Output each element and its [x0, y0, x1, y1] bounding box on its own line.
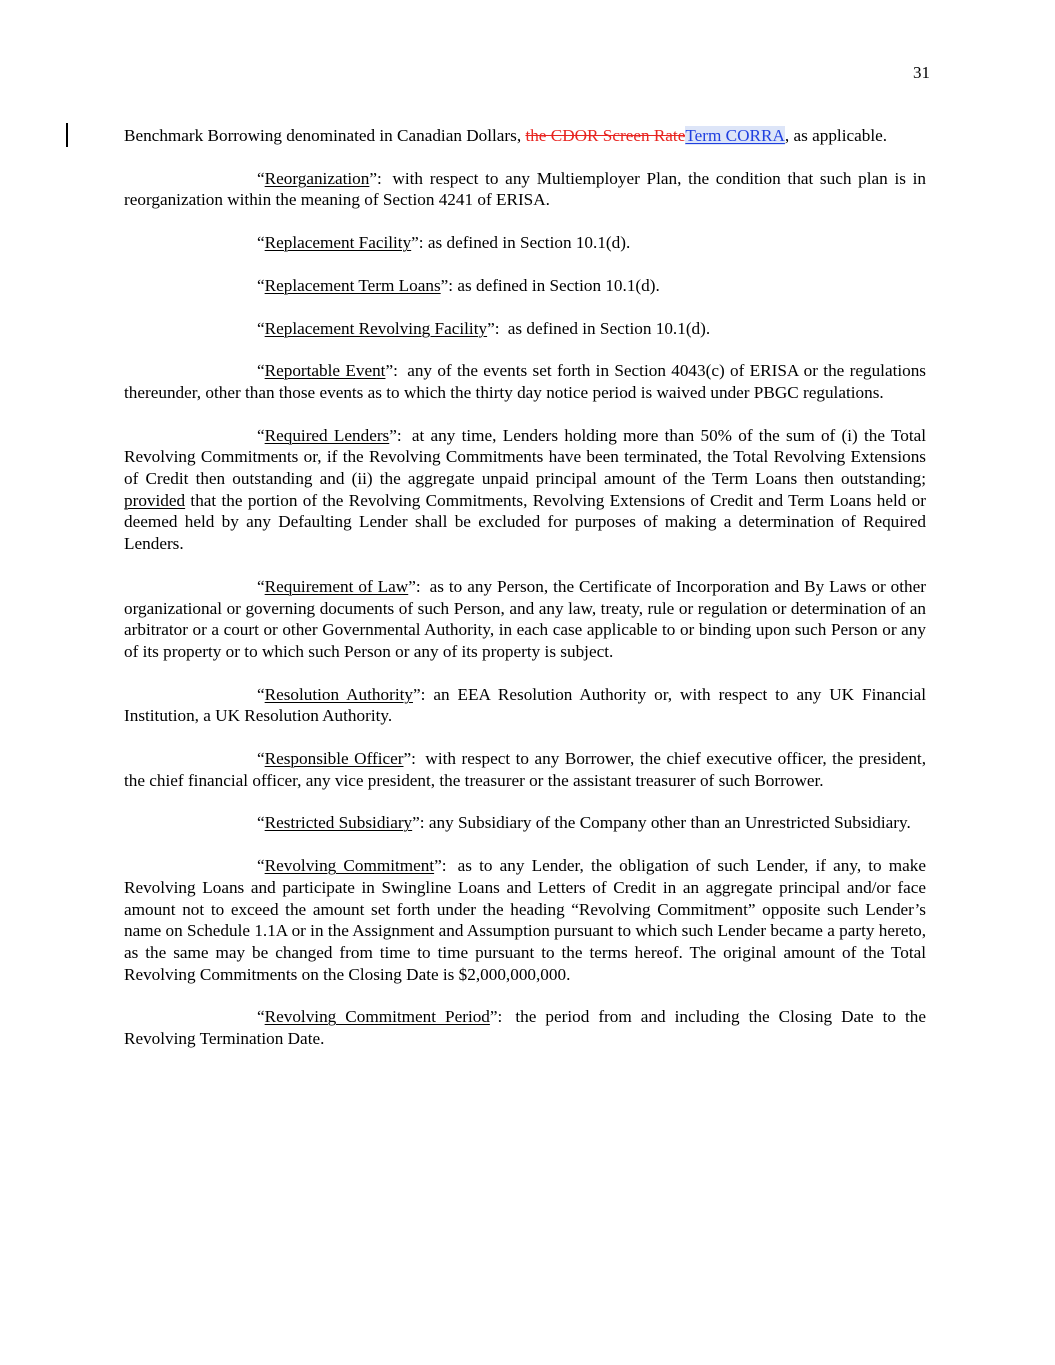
quote-open: “	[257, 684, 265, 704]
definition-text: an EEA Resolution Authority or, with respect to any UK Financial Institution, a UK Resolution Authority.	[124, 684, 927, 726]
quote-open: “	[257, 576, 265, 596]
definition-responsible-officer	[124, 748, 926, 791]
quote-close: ”:	[408, 576, 421, 596]
continuation-paragraph	[124, 125, 926, 147]
defined-term: Reorganization	[264, 168, 370, 188]
defined-term: Responsible Officer	[264, 749, 404, 769]
proviso-term: provided	[124, 490, 186, 510]
defined-term: Restricted Subsidiary	[264, 813, 413, 833]
quote-close: ”:	[440, 275, 454, 295]
definition-text: as defined in Section 10.1(d).	[507, 318, 711, 338]
definition-text: at any time, Lenders holding more than 50% of the sum of (i) the Total Revolving Commitments or, if the Revolving Commitments have been terminated, the Total Revolving Extensions of Credit then outstanding and (ii) the aggregate unpaid principal amount of the Term Loans then outstanding;	[124, 425, 926, 489]
quote-close: ”:	[389, 425, 402, 445]
page-number: 31	[913, 63, 930, 82]
definition-replacement-term-loans	[124, 275, 926, 297]
definition-text: with respect to any Borrower, the chief executive officer, the president, the chief financial officer, any vice president, the treasurer or the assistant treasurer of such Borrower.	[124, 749, 926, 790]
quote-close: ”:	[369, 168, 382, 188]
definition-text: as defined in Section 10.1(d).	[457, 275, 660, 295]
deleted-text: the CDOR Screen Rate	[525, 126, 686, 145]
definition-resolution-authority	[124, 684, 926, 727]
definition-text-continued: that the portion of the Revolving Commitments, Revolving Extensions of Credit and Term Loans held or deemed held by any Defaulting Lender shall be excluded for purposes of making a determination of Required Lenders.	[124, 490, 926, 554]
definition-requirement-of-law	[124, 576, 926, 663]
continuation-text-before: Benchmark Borrowing denominated in Canadian Dollars,	[124, 126, 526, 145]
quote-open: “	[257, 425, 265, 445]
quote-open: “	[257, 749, 265, 769]
defined-term: Replacement Term Loans	[264, 275, 441, 295]
defined-term: Replacement Revolving Facility	[264, 318, 488, 338]
defined-term: Replacement Facility	[264, 233, 412, 253]
defined-term: Revolving Commitment	[264, 856, 435, 876]
definition-text: the period from and including the Closing Date to the Revolving Termination Date.	[124, 1007, 927, 1049]
definition-text: any Subsidiary of the Company other than an Unrestricted Subsidiary.	[428, 813, 911, 833]
inserted-text: Term CORRA	[685, 126, 785, 145]
quote-open: “	[257, 856, 265, 876]
definition-revolving-commitment-period	[124, 1006, 926, 1049]
definition-text: any of the events set forth in Section 4043(c) of ERISA or the regulations thereunder, other than those events as to which the thirty day notice period is waived under PBGC regulations.	[124, 361, 927, 402]
quote-open: “	[257, 1007, 265, 1027]
quote-close: ”:	[403, 749, 416, 769]
revision-change-bar	[66, 123, 68, 147]
definition-reorganization	[124, 168, 926, 211]
quote-close: ”:	[434, 856, 447, 876]
quote-open: “	[257, 361, 265, 381]
quote-close: ”:	[489, 1007, 503, 1027]
quote-open: “	[257, 233, 265, 253]
definition-replacement-revolving-facility	[124, 318, 926, 340]
defined-term: Required Lenders	[264, 425, 390, 445]
quote-close: ”:	[412, 813, 425, 833]
quote-close: ”:	[385, 361, 398, 381]
document-body	[124, 125, 926, 1071]
definition-text: as defined in Section 10.1(d).	[427, 233, 631, 253]
quote-close: ”:	[412, 684, 426, 704]
defined-term: Requirement of Law	[264, 576, 409, 596]
continuation-text-after: , as applicable.	[784, 126, 888, 145]
quote-open: “	[257, 318, 265, 338]
quote-open: “	[257, 813, 265, 833]
definition-text: as to any Person, the Certificate of Incorporation and By Laws or other organizational or governing documents of such Person, and any law, treaty, rule or regulation or determination of an arbitrator or a court or other Governmental Authority, in each case applicable to or binding upon such Person or any of its property or to which such Person or any of its property is subject.	[124, 576, 926, 661]
quote-close: ”:	[411, 233, 424, 253]
definition-replacement-facility	[124, 232, 926, 254]
definition-restricted-subsidiary	[124, 812, 926, 834]
definition-text: with respect to any Multiemployer Plan, the condition that such plan is in reorganization within the meaning of Section 4241 of ERISA.	[124, 168, 926, 210]
definition-reportable-event	[124, 360, 926, 403]
defined-term: Revolving Commitment Period	[264, 1007, 490, 1027]
quote-open: “	[257, 168, 265, 188]
definition-revolving-commitment	[124, 855, 926, 985]
quote-close: ”:	[487, 318, 500, 338]
defined-term: Reportable Event	[264, 361, 386, 381]
quote-open: “	[257, 275, 265, 295]
definition-text: as to any Lender, the obligation of such Lender, if any, to make Revolving Loans and participate in Swingline Loans and Letters of Credit in an aggregate principal and/or face amount not to exceed the amount set forth under the heading “Revolving Commitment” opposite such Lender’s name on Schedule 1.1A or in the Assignment and Assumption pursuant to which such Lender became a party hereto, as the same may be changed from time to time pursuant to the terms hereof. The original amount of the Total Revolving Commitments on the Closing Date is $2,000,000,000.	[124, 856, 926, 984]
definition-required-lenders	[124, 425, 926, 555]
defined-term: Resolution Authority	[264, 684, 413, 704]
